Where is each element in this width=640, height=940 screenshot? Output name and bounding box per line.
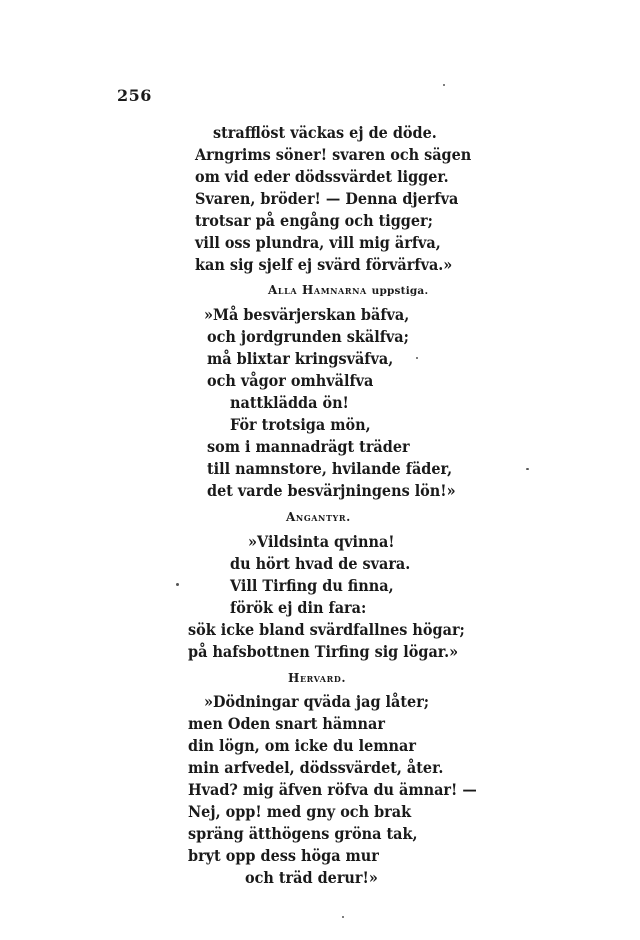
verse-line: Nej, opp! med gny och brak [188, 802, 412, 821]
page-number: 256 [117, 86, 152, 105]
verse-line: kan sig sjelf ej svärd förvärfva.» [195, 255, 453, 274]
speaker-name: Alla Hamnarna [268, 283, 367, 297]
speaker-heading-hervard [288, 672, 346, 684]
verse-line: du hört hvad de svara. [230, 554, 411, 573]
verse-line: förök ej din fara: [230, 598, 367, 617]
verse-line: må blixtar kringsväfva, [207, 349, 394, 368]
verse-line: Hvad? mig äfven röfva du ämnar! — [188, 780, 477, 799]
verse-line: det varde besvärjningens lön!» [207, 481, 456, 500]
verse-line: vill oss plundra, vill mig ärfva, [195, 233, 441, 252]
verse-line: trotsar på engång och tigger; [195, 211, 433, 230]
print-speck [416, 357, 418, 359]
verse-line: spräng ätthögens gröna tak, [188, 824, 418, 843]
verse-line: och träd derur!» [245, 868, 378, 887]
verse-line: och jordgrunden skälfva; [207, 327, 409, 346]
verse-line: sök icke bland svärdfallnes högar; [188, 620, 465, 639]
print-speck [526, 468, 529, 470]
verse-line: din lögn, om icke du lemnar [188, 736, 416, 755]
verse-line: på hafsbottnen Tirfing sig lögar.» [188, 642, 459, 661]
verse-line: Vill Tirfing du finna, [230, 576, 394, 595]
verse-line: som i mannadrägt träder [207, 437, 410, 456]
speaker-name: Angantyr. [286, 510, 351, 524]
verse-line: och vågor omhvälfva [207, 371, 374, 390]
speaker-heading-alla-hamnarna [268, 284, 428, 297]
verse-line: Svaren, bröder! — Denna djerfva [195, 189, 459, 208]
verse-line: strafflöst väckas ej de döde. [213, 123, 437, 142]
verse-line: Arngrims söner! svaren och sägen [195, 145, 472, 164]
print-speck [342, 916, 344, 918]
verse-line: men Oden snart hämnar [188, 714, 385, 733]
verse-line: nattklädda ön! [230, 393, 349, 412]
speaker-name: Hervard. [288, 671, 347, 685]
verse-line: »Dödningar qväda jag låter; [204, 692, 430, 711]
verse-line: För trotsiga mön, [230, 415, 371, 434]
verse-line: till namnstore, hvilande fäder, [207, 459, 453, 478]
print-speck [443, 84, 445, 86]
verse-line: min arfvedel, dödssvärdet, åter. [188, 758, 444, 777]
verse-line: »Må besvärjerskan bäfva, [204, 305, 410, 324]
verse-line: om vid eder dödssvärdet ligger. [195, 167, 449, 186]
verse-line: bryt opp dess höga mur [188, 846, 379, 865]
stage-direction: uppstiga. [371, 285, 429, 297]
print-speck [176, 583, 179, 586]
speaker-heading-angantyr [286, 511, 351, 523]
verse-line: »Vildsinta qvinna! [248, 532, 395, 551]
